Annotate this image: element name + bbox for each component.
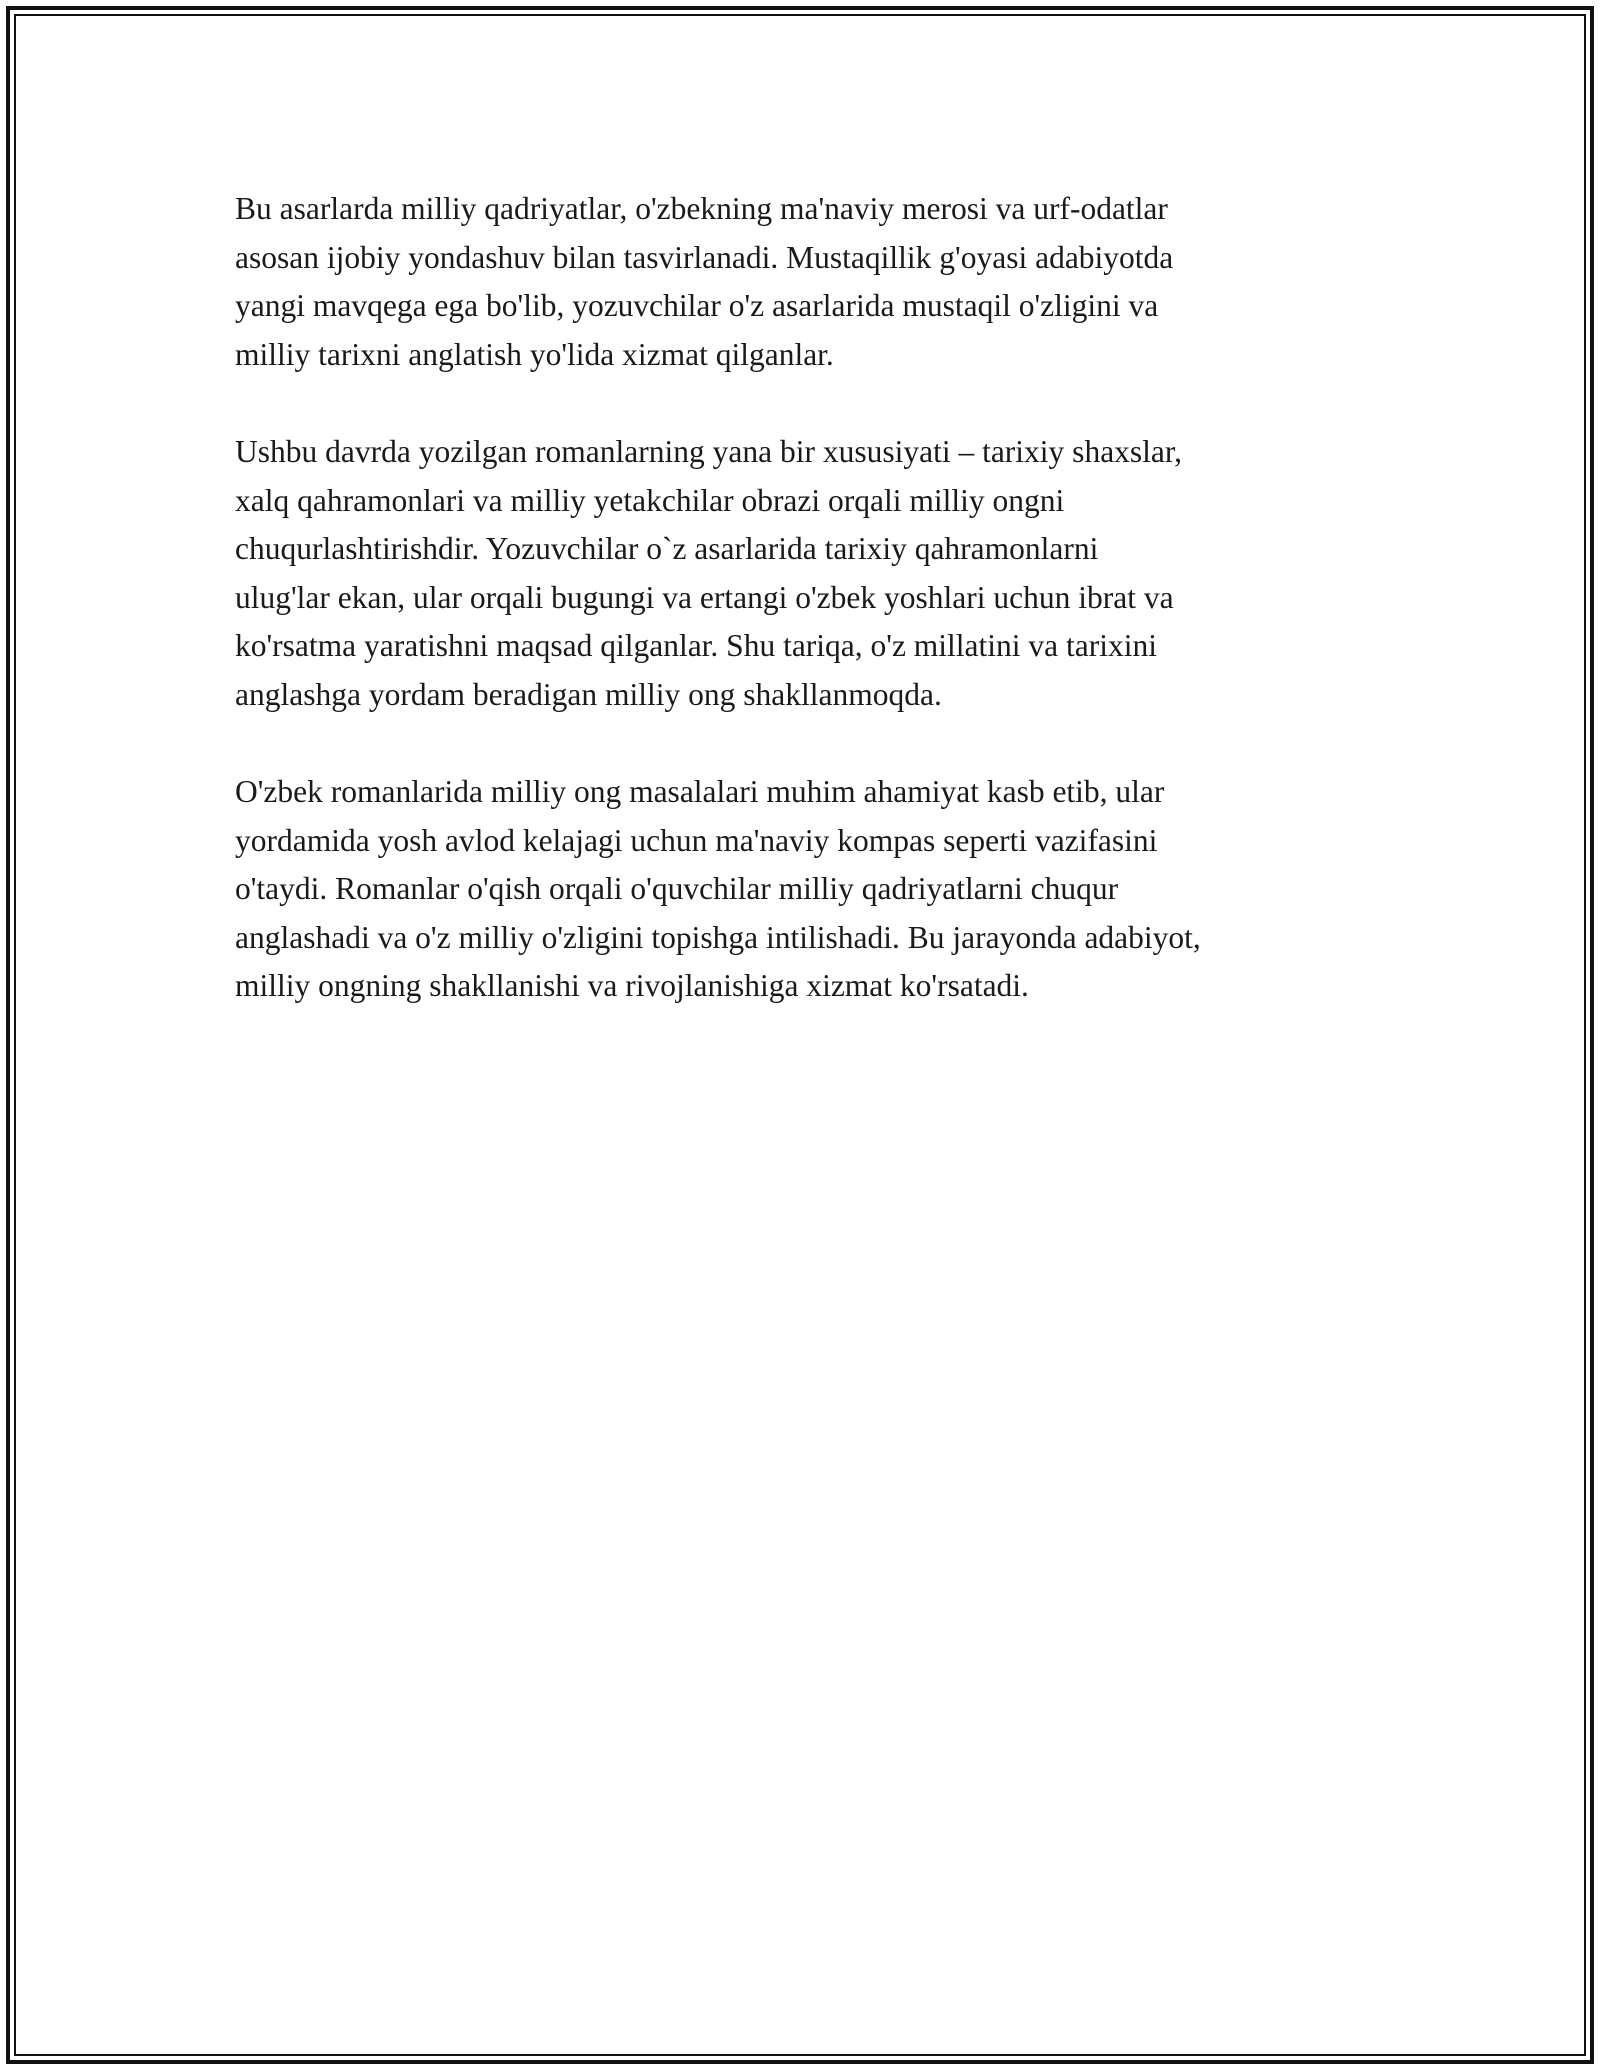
text-line: anglashga yordam beradigan milliy ong shakllanmoqda. [235,676,942,712]
text-line: milliy tarixni anglatish yo'lida xizmat qilganlar. [235,336,834,372]
text-line: O'zbek romanlarida milliy ong masalalari muhim ahamiyat kasb etib, ular [235,774,1165,809]
text-line: yordamida yosh avlod kelajagi uchun ma'naviy kompas seperti vazifasini [235,822,1158,858]
text-line: ulug'lar ekan, ular orqali bugungi va ertangi o'zbek yoshlari uchun ibrat va [235,579,1174,615]
text-line: Bu asarlarda milliy qadriyatlar, o'zbekning ma'naviy merosi va urf-odatlar [235,191,1168,226]
text-line: chuqurlashtirishdir. Yozuvchilar o`z asarlarida tarixiy qahramonlarni [235,531,1099,566]
text-line: anglashadi va o'z milliy o'zligini topishga intilishadi. Bu jarayonda adabiyot, [235,919,1201,955]
text-line: o'taydi. Romanlar o'qish orqali o'quvchilar milliy qadriyatlarni chuqur [235,871,1119,906]
text-line: ko'rsatma yaratishni maqsad qilganlar. Shu tariqa, o'z millatini va tarixini [235,628,1158,663]
text-line: milliy ongning shakllanishi va rivojlanishiga xizmat ko'rsatadi. [235,968,1029,1003]
paragraph-1 [235,185,1375,379]
text-line: Ushbu davrda yozilgan romanlarning yana bir xususiyati – tarixiy shaxslar, [235,434,1183,469]
text-line: yangi mavqega ega bo'lib, yozuvchilar o'z asarlarida mustaqil o'zligini va [235,288,1159,323]
document-body [235,185,1375,1060]
text-line: asosan ijobiy yondashuv bilan tasvirlanadi. Mustaqillik g'oyasi adabiyotda [235,239,1174,275]
paragraph-2 [235,428,1375,719]
text-line: xalq qahramonlari va milliy yetakchilar obrazi orqali milliy ongni [235,482,1065,518]
paragraph-3 [235,768,1375,1011]
